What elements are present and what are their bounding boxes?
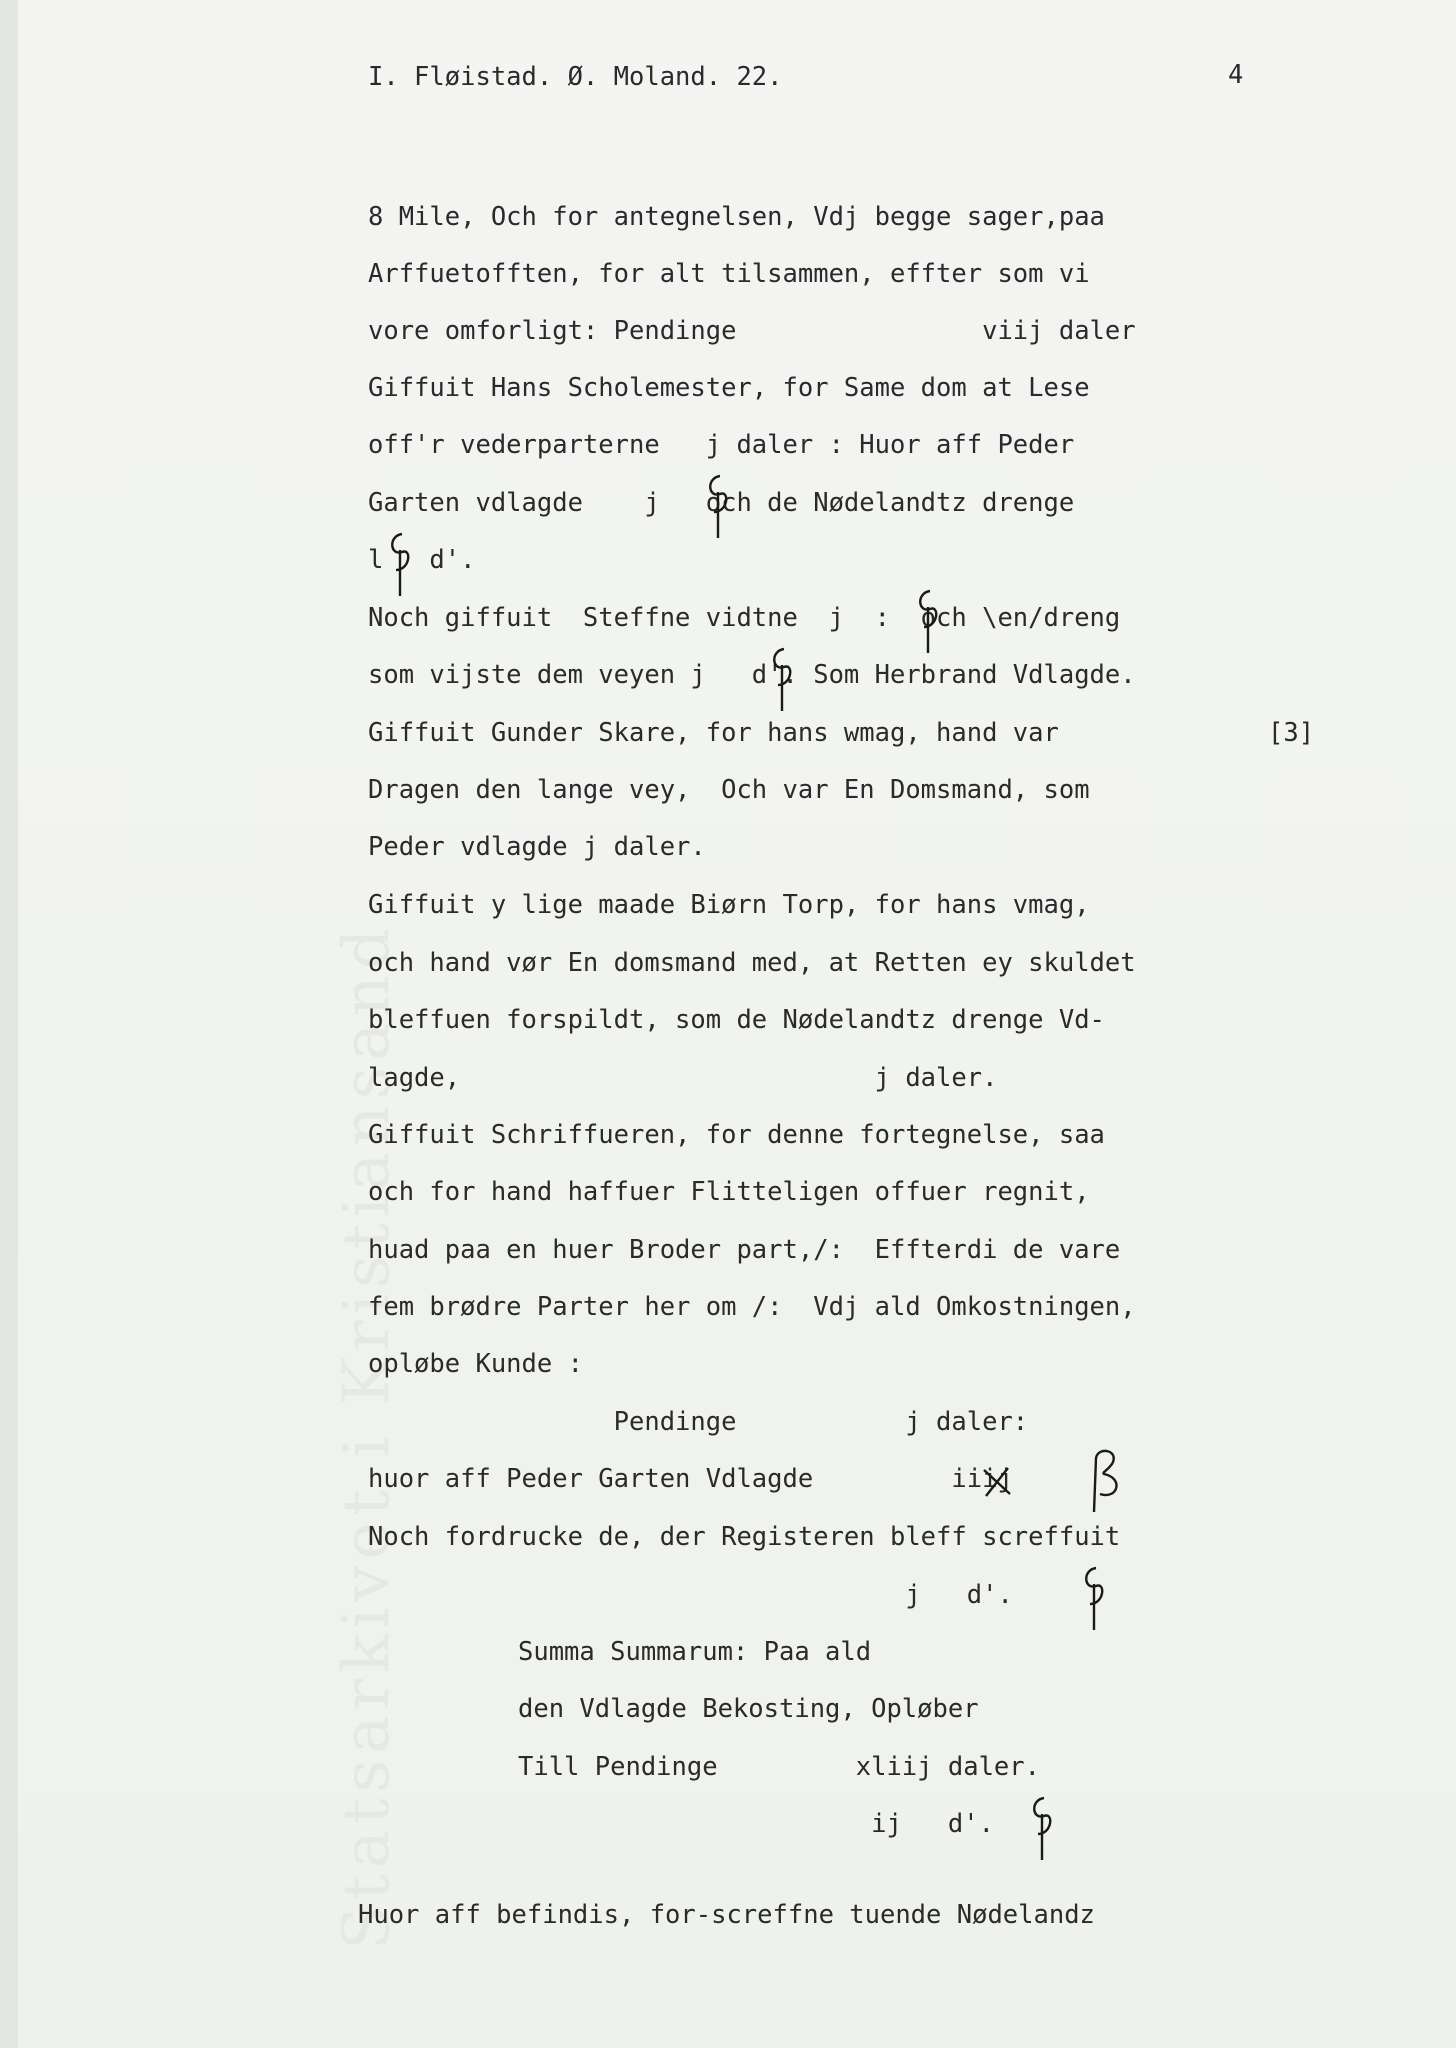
text-line-23: huor aff Peder Garten Vdlagde iiij <box>368 1464 1013 1494</box>
margin-note: [3] <box>1268 718 1315 748</box>
page-edge <box>0 0 18 2048</box>
text-line-15: bleffuen forspildt, som de Nødelandtz drenge Vd- <box>368 1005 1105 1035</box>
text-line-11: Dragen den lange vey, Och var En Domsmand, som <box>368 775 1090 805</box>
text-line-9: som vijste dem veyen j d'. Som Herbrand Vdlagde. <box>368 660 1136 690</box>
text-line-28: Till Pendinge xliij daler. <box>518 1752 1040 1782</box>
text-line-29: ij d'. <box>518 1809 994 1839</box>
text-line-5: off'r vederparterne j daler : Huor aff Peder <box>368 430 1075 460</box>
handwritten-skilling-mark <box>1076 1564 1116 1634</box>
text-line-6: Garten vdlagde j och de Nødelandtz drenge <box>368 488 1075 518</box>
page-header-title: I. Fløistad. Ø. Moland. 22. <box>368 62 783 92</box>
text-line-24: Noch fordrucke de, der Registeren bleff screffuit <box>368 1522 1121 1552</box>
text-line-4: Giffuit Hans Scholemester, for Same dom at Lese <box>368 373 1090 403</box>
text-line-27: den Vdlagde Bekosting, Opløber <box>518 1694 979 1724</box>
handwritten-skilling-mark <box>700 472 740 542</box>
text-line-2: Arffuetofften, for alt tilsammen, effter som vi <box>368 259 1090 289</box>
handwritten-skilling-mark <box>1024 1794 1064 1864</box>
text-line-30: Huor aff befindis, for-screffne tuende Nødelandz <box>358 1900 1095 1930</box>
text-line-14: och hand vør En domsmand med, at Retten ey skuldet <box>368 948 1136 978</box>
text-line-12: Peder vdlagde j daler. <box>368 832 706 862</box>
text-line-19: huad paa en huer Broder part,/: Effterdi de vare <box>368 1235 1121 1265</box>
text-line-26: Summa Summarum: Paa ald <box>518 1637 872 1667</box>
text-line-7: l d'. <box>368 545 476 575</box>
text-line-21: opløbe Kunde : <box>368 1349 583 1379</box>
text-line-3: vore omforligt: Pendinge viij daler <box>368 316 1136 346</box>
text-line-17: Giffuit Schriffueren, for denne fortegnelse, saa <box>368 1120 1105 1150</box>
handwritten-skilling-mark <box>382 530 422 600</box>
handwritten-x-mark <box>980 1464 1014 1498</box>
text-line-18: och for hand haffuer Flitteligen offuer regnit, <box>368 1177 1090 1207</box>
page-number: 4 <box>1228 60 1244 90</box>
handwritten-skilling-mark <box>764 645 804 715</box>
text-line-20: fem brødre Parter her om /: Vdj ald Omkostningen, <box>368 1292 1136 1322</box>
text-line-13: Giffuit y lige maade Biørn Torp, for hans vmag, <box>368 890 1090 920</box>
text-line-10: Giffuit Gunder Skare, for hans wmag, hand var <box>368 718 1059 748</box>
text-line-16: lagde, j daler. <box>368 1063 998 1093</box>
faded-stamp-watermark: Statsarkivet i Kristiansand <box>330 922 404 1950</box>
handwritten-beta-mark <box>1084 1446 1124 1516</box>
text-line-25: j d'. <box>368 1580 1013 1610</box>
text-line-1: 8 Mile, Och for antegnelsen, Vdj begge sager,paa <box>368 202 1105 232</box>
text-line-8: Noch giffuit Steffne vidtne j : och \en/dreng <box>368 603 1121 633</box>
handwritten-skilling-mark <box>910 587 950 657</box>
text-line-22: Pendinge j daler: <box>368 1407 1029 1437</box>
